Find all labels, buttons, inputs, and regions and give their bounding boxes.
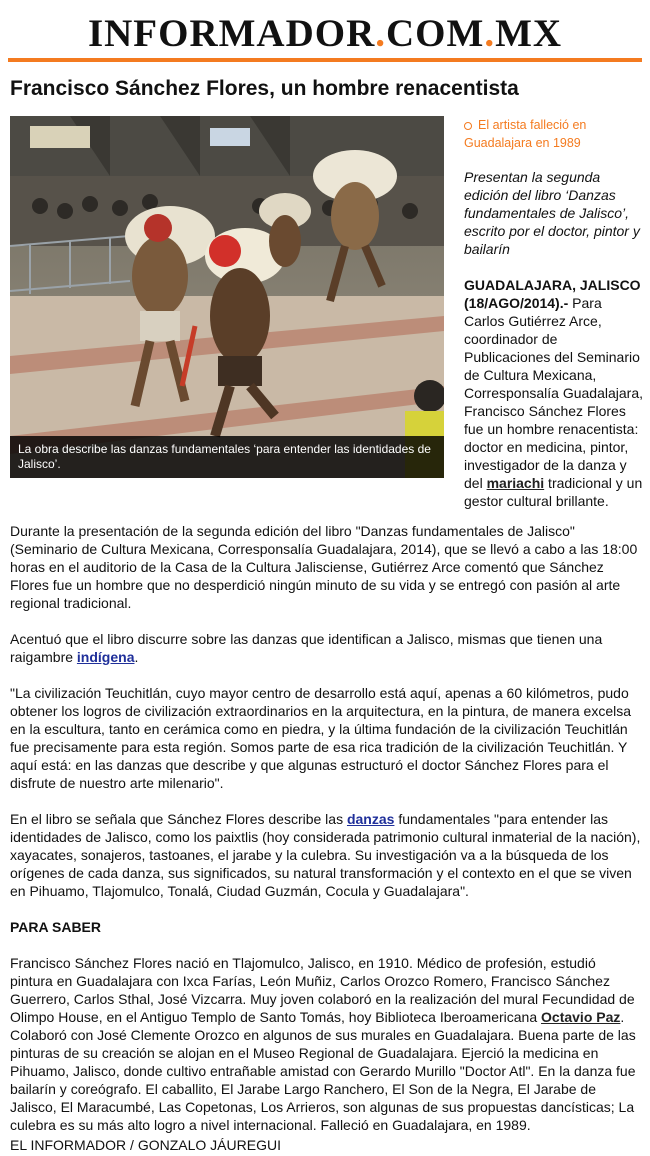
photo-caption: La obra describe las danzas fundamentales ‘para entender las identidades de Jalisco’. <box>10 436 444 478</box>
logo-part-informador: INFORMADOR <box>87 12 376 55</box>
paragraph-5-text-b: . Colaboró con José Clemente Orozco en algunos de sus murales en Guadalajara. Buena parte de las pinturas de su creación se alojan en el Museo Regional de Guadalajara. Ejerció la medicina en Pihuamo, Jalisco, donde cultivo entrañable amistad con Gerardo Murillo "Doctor Atl". En la danza fue bailarín y coreógrafo. El caballito, El Jarabe Largo Ranchero, El Son de la Negra, El Jarabe de Jalisco, El Maracumbé, Las Copetonas, Los Arrieros, son algunas de sus propuestas dancísticas; La culebra es su más alto logro a nivel internacional. Falleció en Guadalajara, en 1989. <box>10 1009 636 1133</box>
article-sidebar <box>464 116 644 510</box>
article-subtitle: Presentan la segunda edición del libro ‘Danzas fundamentales de Jalisco’, escrito por el doctor, pintor y bailarín <box>464 169 640 257</box>
article-title: Francisco Sánchez Flores, un hombre renacentista <box>10 77 519 100</box>
keyword-link-danzas[interactable]: danzas <box>346 811 395 827</box>
paragraph-4-text-b: fundamentales "para entender las identidades de Jalisco, como los paixtlis (hoy considerada patrimonio cultural inmaterial de la nación), xayacates, sonajeros, tastoanes, el jarabe y la culebra. Su investigación va a la búsqueda de los orígenes de cada danza, sus significados, su natural transformación y el contexto en el que se viven en Pihuamo, Tlajomulco, Tonalá, Ciudad Guzmán, Cocula y Guadalajara". <box>10 811 641 899</box>
keyword-link-octavio-paz[interactable]: Octavio Paz <box>541 1009 621 1025</box>
related-link-text: El artista falleció en Guadalajara en 1989 <box>464 118 587 150</box>
byline-credit: EL INFORMADOR / GONZALO JÁUREGUI <box>10 1137 281 1153</box>
article-photo[interactable] <box>10 116 444 478</box>
logo-dot-2: . <box>484 12 496 55</box>
header-divider <box>8 58 642 62</box>
logo-dot: . <box>375 12 386 55</box>
dancers-photo-illustration <box>10 116 444 478</box>
paragraph-5 <box>10 954 642 1134</box>
article-lead <box>464 276 644 510</box>
paragraph-2 <box>10 630 642 666</box>
paragraph-5-text-a: Francisco Sánchez Flores nació en Tlajomulco, Jalisco, en 1910. Médico de profesión, estudió pintura en Guadalajara con Ixca Farías, León Muñiz, Carlos Orozco Romero, Francisco Sánchez Guerrero, Carlos Sthal, José Vizcarra. Muy joven colaboró en la realización del mural Fecundidad de Olimpo House, en el Antiguo Templo de Santo Tomás, hoy Biblioteca Iberoamericana <box>10 955 635 1025</box>
logo-part-com: COM <box>386 12 485 55</box>
paragraph-4 <box>10 810 642 900</box>
lead-text-2: tradicional y un gestor cultural brillante. <box>464 475 643 509</box>
paragraph-1: Durante la presentación de la segunda edición del libro "Danzas fundamentales de Jalisco" (Seminario de Cultura Mexicana, Corresponsalía Guadalajara, 2014), que se llevó a cabo a las 18:00 horas en el auditorio de la Casa de la Cultura Jalisciense, Gutiérrez Arce comentó que Sánchez Flores fue un hombre que no desperdició ningún minuto de su vida y se entregó con pasión al arte regional tradicional. <box>10 523 638 611</box>
keyword-link-indigena[interactable]: indígena <box>76 649 135 665</box>
logo-part-mx: MX <box>495 12 563 55</box>
masthead <box>0 0 650 62</box>
related-link[interactable] <box>464 116 644 152</box>
dateline: GUADALAJARA, JALISCO (18/AGO/2014).- <box>464 277 641 311</box>
paragraph-4-text-a: En el libro se señala que Sánchez Flores describe las <box>10 811 347 827</box>
section-heading: PARA SABER <box>10 919 102 935</box>
paragraph-3: "La civilización Teuchitlán, cuyo mayor centro de desarrollo está aquí, apenas a 60 kilómetros, pudo obtener los logros de civilización extraordinarios en la arquitectura, en la pintura, de manera excelsa en la escultura, tanto en cerámica como en piedra, y la última fundación de la civilización Teuchitlán fue precisamente para esta región. Somos parte de esa rica tradición de la civilización Teuchitlán. Y aquí está: en las danzas que describe y que algunas estructuró el doctor Sánchez Flores para el disfrute de nuestro arte milenario". <box>10 685 632 791</box>
circle-bullet-icon <box>464 122 472 130</box>
keyword-link-mariachi[interactable]: mariachi <box>486 475 545 491</box>
site-logo[interactable] <box>0 12 650 56</box>
paragraph-2-text-b: . <box>134 649 139 665</box>
lead-text-1: Para Carlos Gutiérrez Arce, coordinador de Publicaciones del Seminario de Cultura Mexicana, Corresponsalía Guadalajara, Francisco Sánchez Flores fue un hombre renacentista: doctor en medicina, pintor, investigador de la danza y del <box>464 295 643 491</box>
paragraph-2-text-a: Acentuó que el libro discurre sobre las danzas que identifican a Jalisco, mismas que tienen una raigambre <box>10 631 603 665</box>
article-body <box>10 522 642 1152</box>
